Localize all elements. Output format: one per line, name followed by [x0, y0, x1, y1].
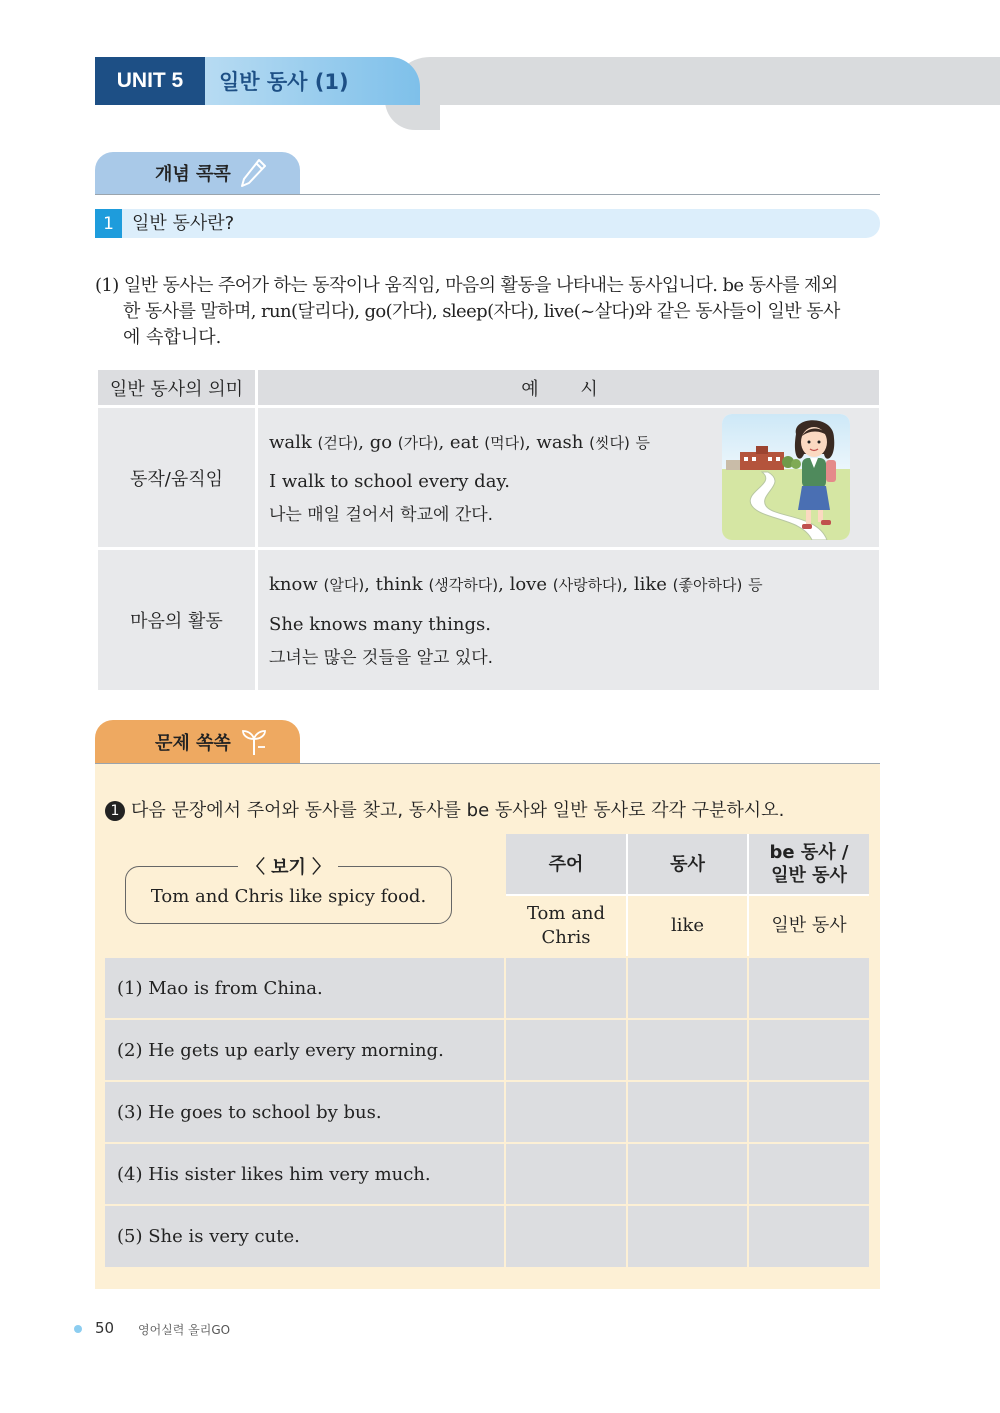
table-header-meaning: 일반 동사의 의미 — [98, 370, 255, 405]
example-sentence: I walk to school every day. — [269, 471, 510, 492]
question-number: 1 — [105, 801, 125, 821]
grid-line — [747, 834, 749, 956]
problem-item: (1) Mao is from China. — [105, 958, 504, 1018]
word-en: go — [369, 432, 393, 453]
word-etc: 등 — [635, 434, 651, 452]
paragraph-line: (1) 일반 동사는 주어가 하는 동작이나 움직임, 마음의 활동을 나타내는 동사입니다. be 동사를 제외 — [95, 275, 838, 296]
concept-divider — [95, 194, 880, 195]
walking-girl-illustration — [722, 414, 850, 540]
problem-item: (5) She is very cute. — [105, 1206, 504, 1267]
answer-type-input[interactable] — [749, 1020, 869, 1080]
word-kr: (걷다) — [317, 434, 359, 452]
paragraph-line: 한 동사를 말하며, run(달리다), go(가다), sleep(자다), live(~살다)와 같은 동사들이 일반 동사 — [123, 301, 840, 322]
example-sentence: Tom and Chris like spicy food. — [150, 885, 427, 907]
answer-subject-input[interactable] — [506, 1206, 626, 1267]
problem-divider — [95, 763, 880, 764]
concept-tab — [95, 152, 300, 194]
section-title: 일반 동사란? — [132, 213, 235, 234]
paragraph-line: 에 속합니다. — [123, 327, 222, 348]
answer-subject-input[interactable] — [506, 1020, 626, 1080]
answer-type-input[interactable] — [749, 1144, 869, 1204]
section-number: 1 — [95, 209, 122, 238]
word-kr: (가다) — [397, 434, 439, 452]
example-answer-verb: like — [628, 896, 747, 956]
word-etc: 등 — [748, 576, 763, 594]
answer-verb-input[interactable] — [628, 1082, 747, 1142]
concept-paragraph — [95, 273, 885, 351]
row-meaning-mind: 마음의 활동 — [98, 550, 255, 690]
concept-tab-label: 개념 콕콕 — [155, 164, 231, 185]
header-subject: 주어 — [506, 834, 626, 894]
word-en: wash — [536, 432, 584, 453]
problem-item: (3) He goes to school by bus. — [105, 1082, 504, 1142]
example-words: know (알다), think (생각하다), love (사랑하다), like (좋아하다) 등 — [269, 574, 763, 595]
answer-verb-input[interactable] — [628, 1144, 747, 1204]
answer-verb-input[interactable] — [628, 1206, 747, 1267]
answer-verb-input[interactable] — [628, 958, 747, 1018]
unit-label: UNIT 5 — [95, 57, 205, 105]
word-en: think — [375, 574, 423, 595]
word-en: know — [269, 574, 318, 595]
problem-item: (2) He gets up early every morning. — [105, 1020, 504, 1080]
example-sentence: She knows many things. — [269, 614, 491, 635]
answer-type-input[interactable] — [749, 1082, 869, 1142]
example-translation: 그녀는 많은 것들을 알고 있다. — [269, 648, 494, 668]
word-kr: (먹다) — [484, 434, 525, 452]
question — [105, 796, 784, 822]
problem-tab — [95, 720, 300, 763]
example-label — [205, 853, 372, 879]
word-kr: (씻다) — [589, 434, 630, 452]
example-words: walk (걷다), go (가다), eat (먹다), wash (씻다) 등 — [269, 432, 651, 453]
answer-type-input[interactable] — [749, 958, 869, 1018]
answer-subject-input[interactable] — [506, 1144, 626, 1204]
grid-line — [626, 834, 628, 956]
page-number: 50 — [95, 1319, 115, 1337]
grid-line — [506, 894, 869, 896]
problem-item: (4) His sister likes him very much. — [105, 1144, 504, 1204]
pencil-icon — [239, 157, 269, 189]
word-kr: (알다) — [323, 576, 365, 594]
word-kr: (생각하다) — [428, 576, 499, 594]
header-banner-bg — [390, 57, 1000, 105]
sprout-icon — [239, 727, 269, 757]
unit-title: 일반 동사 (1) — [205, 57, 420, 105]
word-kr: (사랑하다) — [552, 576, 623, 594]
header-verb-type-line1: be 동사 / — [769, 842, 849, 863]
example-subject-line1: Tom and — [526, 903, 606, 924]
answer-verb-input[interactable] — [628, 1020, 747, 1080]
row-example-mind — [258, 550, 879, 690]
answer-subject-input[interactable] — [506, 1082, 626, 1142]
header-verb: 동사 — [628, 834, 747, 894]
row-meaning-action: 동작/움직임 — [98, 408, 255, 547]
header-verb-type-line2: 일반 동사 — [771, 865, 847, 886]
school-walk-image — [722, 414, 850, 540]
problem-tab-label: 문제 쏙쏙 — [155, 732, 231, 754]
example-subject-line2: Chris — [541, 927, 591, 948]
header-verb-type — [749, 834, 869, 894]
word-en: eat — [449, 432, 479, 453]
word-en: like — [633, 574, 667, 595]
answer-type-input[interactable] — [749, 1206, 869, 1267]
book-title: 영어실력 올리GO — [138, 1323, 231, 1337]
example-answer-type: 일반 동사 — [749, 896, 869, 956]
word-en: love — [509, 574, 547, 595]
example-answer-subject — [506, 896, 626, 956]
footer-dot-icon — [74, 1325, 82, 1333]
answer-subject-input[interactable] — [506, 958, 626, 1018]
table-header-example: 예 시 — [258, 370, 879, 405]
question-text: 다음 문장에서 주어와 동사를 찾고, 동사를 be 동사와 일반 동사로 각각 구분하시오. — [131, 800, 785, 821]
example-translation: 나는 매일 걸어서 학교에 간다. — [269, 505, 494, 525]
word-en: walk — [269, 432, 312, 453]
example-label-text: 〈 보기 〉 — [243, 857, 334, 878]
word-kr: (좋아하다) — [672, 576, 743, 594]
